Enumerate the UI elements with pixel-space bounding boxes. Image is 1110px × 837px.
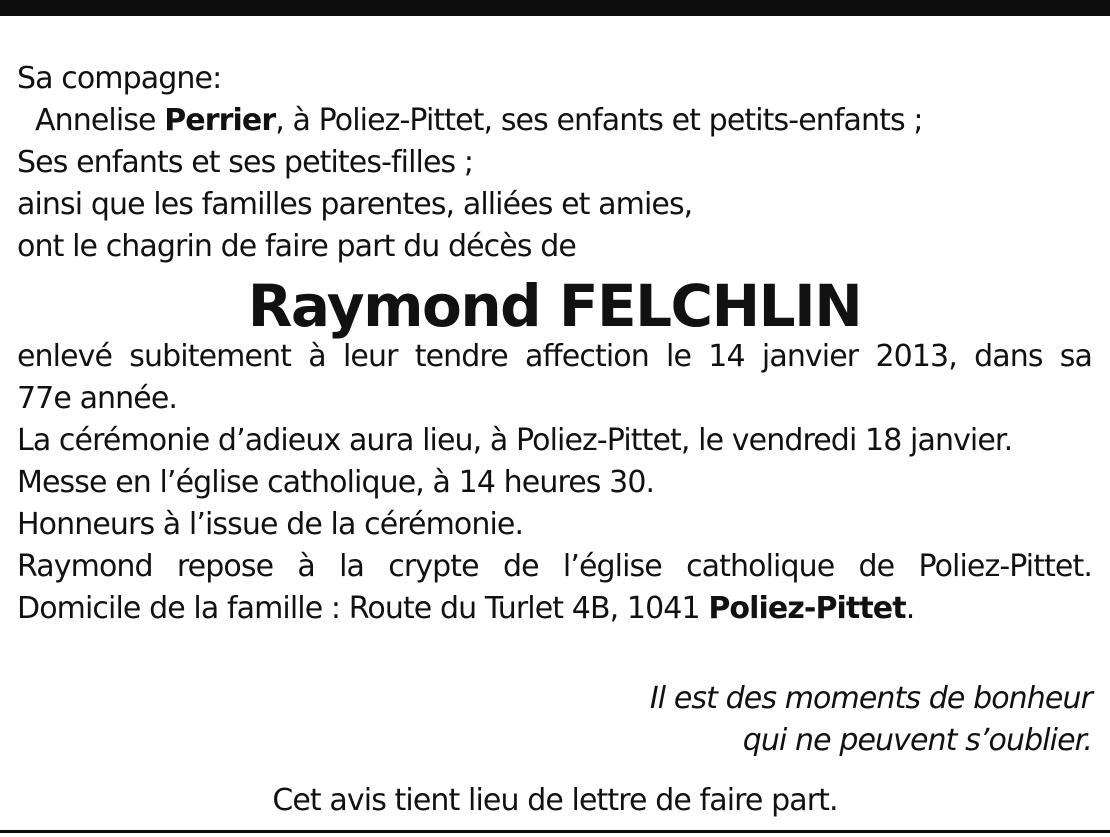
quote-line-1: Il est des moments de bonheur xyxy=(649,681,1092,716)
bottom-border-rule xyxy=(0,830,1110,833)
rests-line: Raymond repose à la crypte de l’église catholique de Poliez-Pittet. xyxy=(17,549,1092,584)
honours-line: Honneurs à l’issue de la cérémonie. xyxy=(17,507,524,542)
address-suffix: . xyxy=(905,591,915,626)
ceremony-line: La cérémonie d’adieux aura lieu, à Poliez-Pittet, le vendredi 18 janvier. xyxy=(17,423,1013,458)
address-line xyxy=(17,588,1092,630)
mass-line: Messe en l’église catholique, à 14 heures 30. xyxy=(17,465,655,500)
address-town: Poliez-Pittet xyxy=(708,591,906,626)
companion-details: , à Poliez-Pittet, ses enfants et petits-enfants ; xyxy=(275,103,923,138)
deceased-name: Raymond FELCHLIN xyxy=(247,272,862,340)
quote-line-2: qui ne peuvent s’oublier. xyxy=(742,723,1092,758)
children-line: Ses enfants et ses petites-filles ; xyxy=(17,145,474,180)
companion-first-name: Annelise xyxy=(35,103,165,138)
companion-line xyxy=(17,100,1092,142)
footer-note: Cet avis tient lieu de lettre de faire part. xyxy=(272,783,838,818)
relatives-line: ainsi que les familles parentes, alliées et amies, xyxy=(17,187,693,222)
obituary-notice xyxy=(17,58,1092,630)
memorial-quote xyxy=(650,678,1092,762)
companion-heading: Sa compagne: xyxy=(17,61,222,96)
announcement-line: ont le chagrin de faire part du décès de xyxy=(17,229,576,264)
death-line-2: 77e année. xyxy=(17,381,178,416)
death-line-1: enlevé subitement à leur tendre affection le 14 janvier 2013, dans sa xyxy=(17,339,1092,374)
address-prefix: Domicile de la famille : Route du Turlet 4B, 1041 xyxy=(17,591,709,626)
top-border-bar xyxy=(0,0,1110,16)
companion-last-name: Perrier xyxy=(164,103,276,138)
